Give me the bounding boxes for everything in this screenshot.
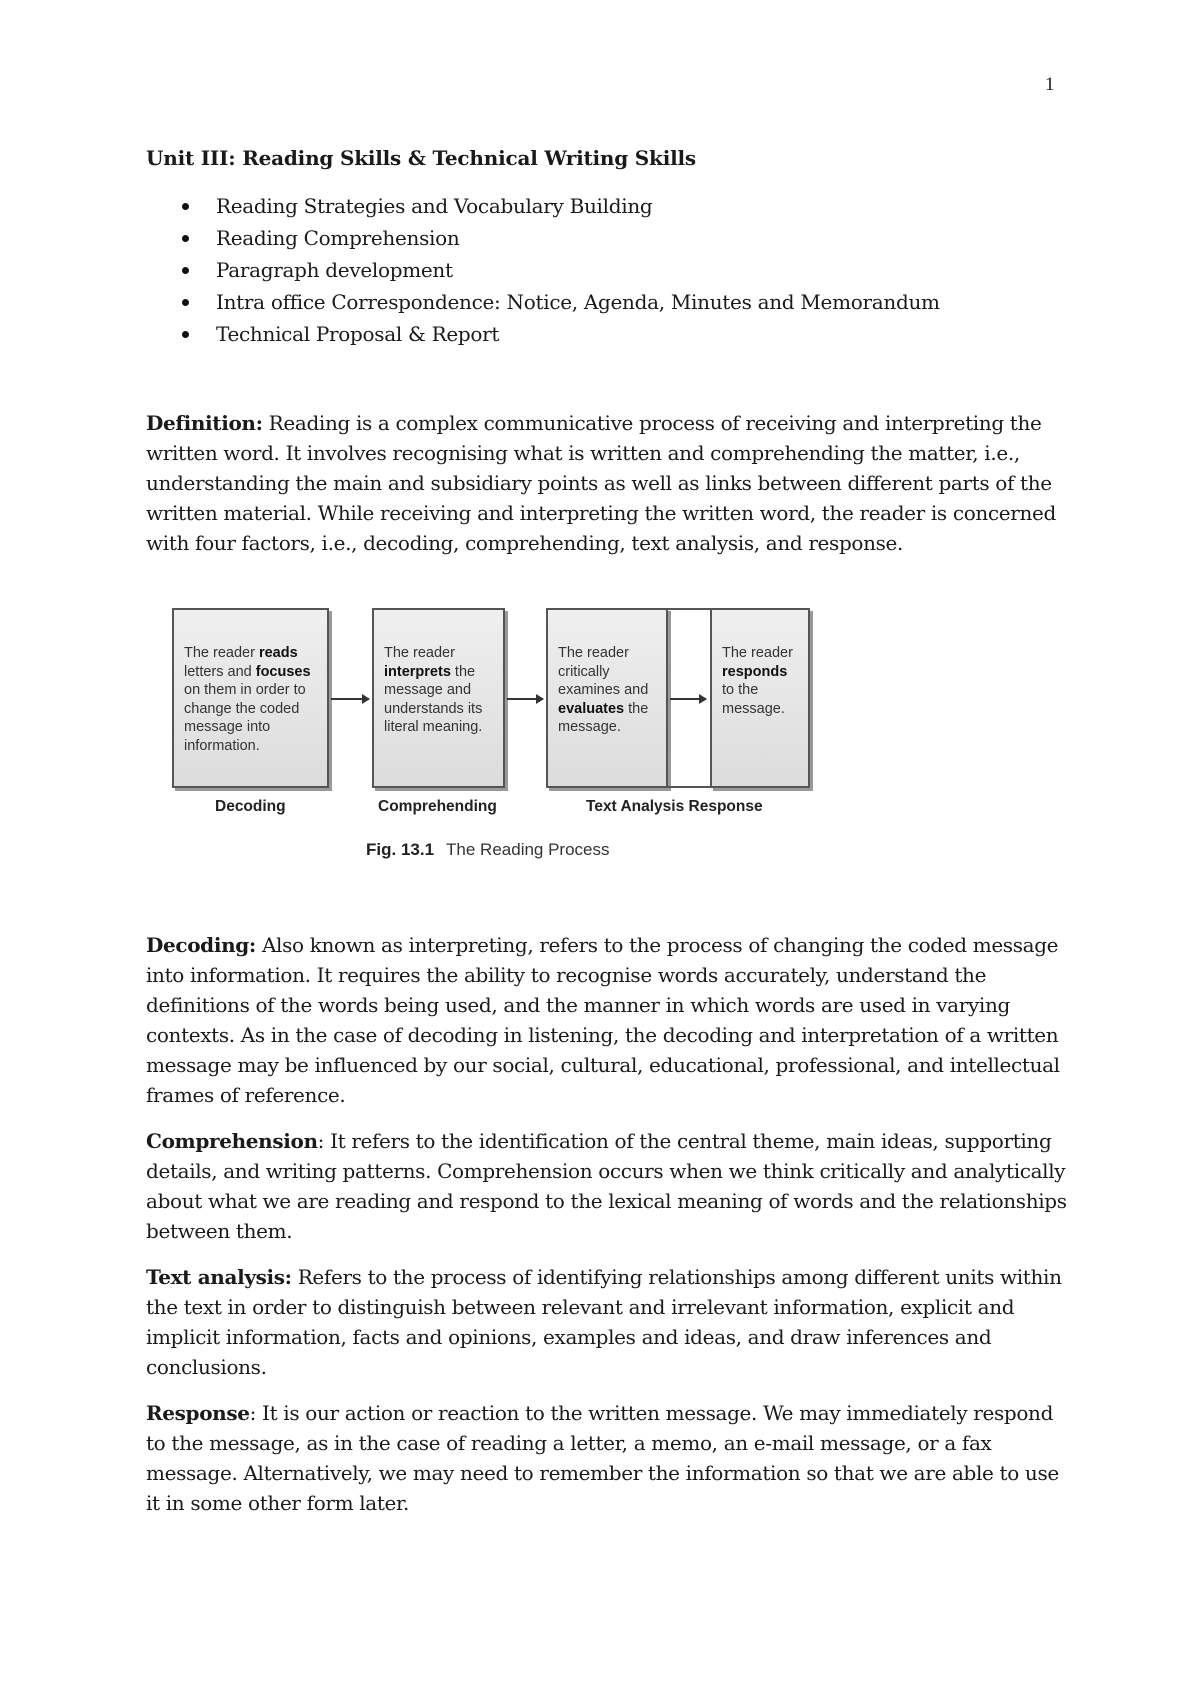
arrow-icon	[507, 698, 543, 700]
topic-item: Reading Strategies and Vocabulary Building	[216, 190, 1066, 222]
text-analysis-box: The reader critically examines and evaluates the message.	[546, 608, 668, 788]
definition-paragraph	[146, 408, 1066, 558]
decoding-box: The reader reads letters and focuses on them in order to change the coded message into information.	[172, 608, 329, 788]
topic-item: Paragraph development	[216, 254, 1066, 286]
stage-label-comprehending: Comprehending	[378, 798, 497, 815]
topic-item: Intra office Correspondence: Notice, Agenda, Minutes and Memorandum	[216, 286, 1066, 318]
topic-item: Technical Proposal & Report	[216, 318, 1066, 350]
definition-term: Definition:	[146, 411, 263, 435]
figure-number: Fig. 13.1	[366, 840, 435, 859]
figure-caption	[366, 840, 610, 860]
text-analysis-paragraph: Text analysis: Refers to the process of identifying relationships among different units within the text in order to distinguish between relevant and irrelevant information, explicit and implicit information, facts and opinions, examples and ideas, and draw inferences and conclusions.	[146, 1265, 1062, 1379]
response-box: The reader responds to the message.	[710, 608, 810, 788]
document-body	[146, 140, 1066, 558]
unit-title: Unit III: Reading Skills & Technical Writing Skills	[146, 146, 696, 170]
response-paragraph: Response: It is our action or reaction to the written message. We may immediately respond to the message, as in the case of reading a letter, a memo, an e-mail message, or a fax message. Alternatively, we may need to remember the information so that we are able to use it in some other form later.	[146, 1401, 1059, 1515]
reading-process-figure	[172, 608, 812, 868]
stage-label-decoding: Decoding	[215, 798, 286, 815]
topic-item: Reading Comprehension	[216, 222, 1066, 254]
topic-list	[146, 190, 1066, 350]
figure-title: The Reading Process	[446, 840, 610, 859]
page-number: 1	[1045, 74, 1055, 95]
definition-text: Reading is a complex communicative process of receiving and interpreting the written word. It involves recognising what is written and comprehending the matter, i.e., understanding the main and subsidiary points as well as links between different parts of the written material. While receiving and interpreting the written word, the reader is concerned with four factors, i.e., decoding, comprehending, text analysis, and response.	[146, 411, 1056, 555]
decoding-paragraph: Decoding: Also known as interpreting, refers to the process of changing the coded message into information. It requires the ability to recognise words accurately, understand the definitions of the words being used, and the manner in which words are used in varying contexts. As in the case of decoding in listening, the decoding and interpretation of a written message may be influenced by our social, cultural, educational, professional, and intellectual frames of reference.	[146, 933, 1060, 1107]
comprehension-paragraph: Comprehension: It refers to the identification of the central theme, main ideas, supporting details, and writing patterns. Comprehension occurs when we think critically and analytically about what we are reading and respond to the lexical meaning of words and the relationships between them.	[146, 1129, 1067, 1243]
definitions-section	[146, 930, 1076, 1518]
arrow-icon	[670, 698, 706, 700]
comprehending-box: The reader interprets the message and understands its literal meaning.	[372, 608, 505, 788]
stage-label-text-analysis-response: Text Analysis Response	[586, 798, 763, 815]
arrow-icon	[331, 698, 369, 700]
